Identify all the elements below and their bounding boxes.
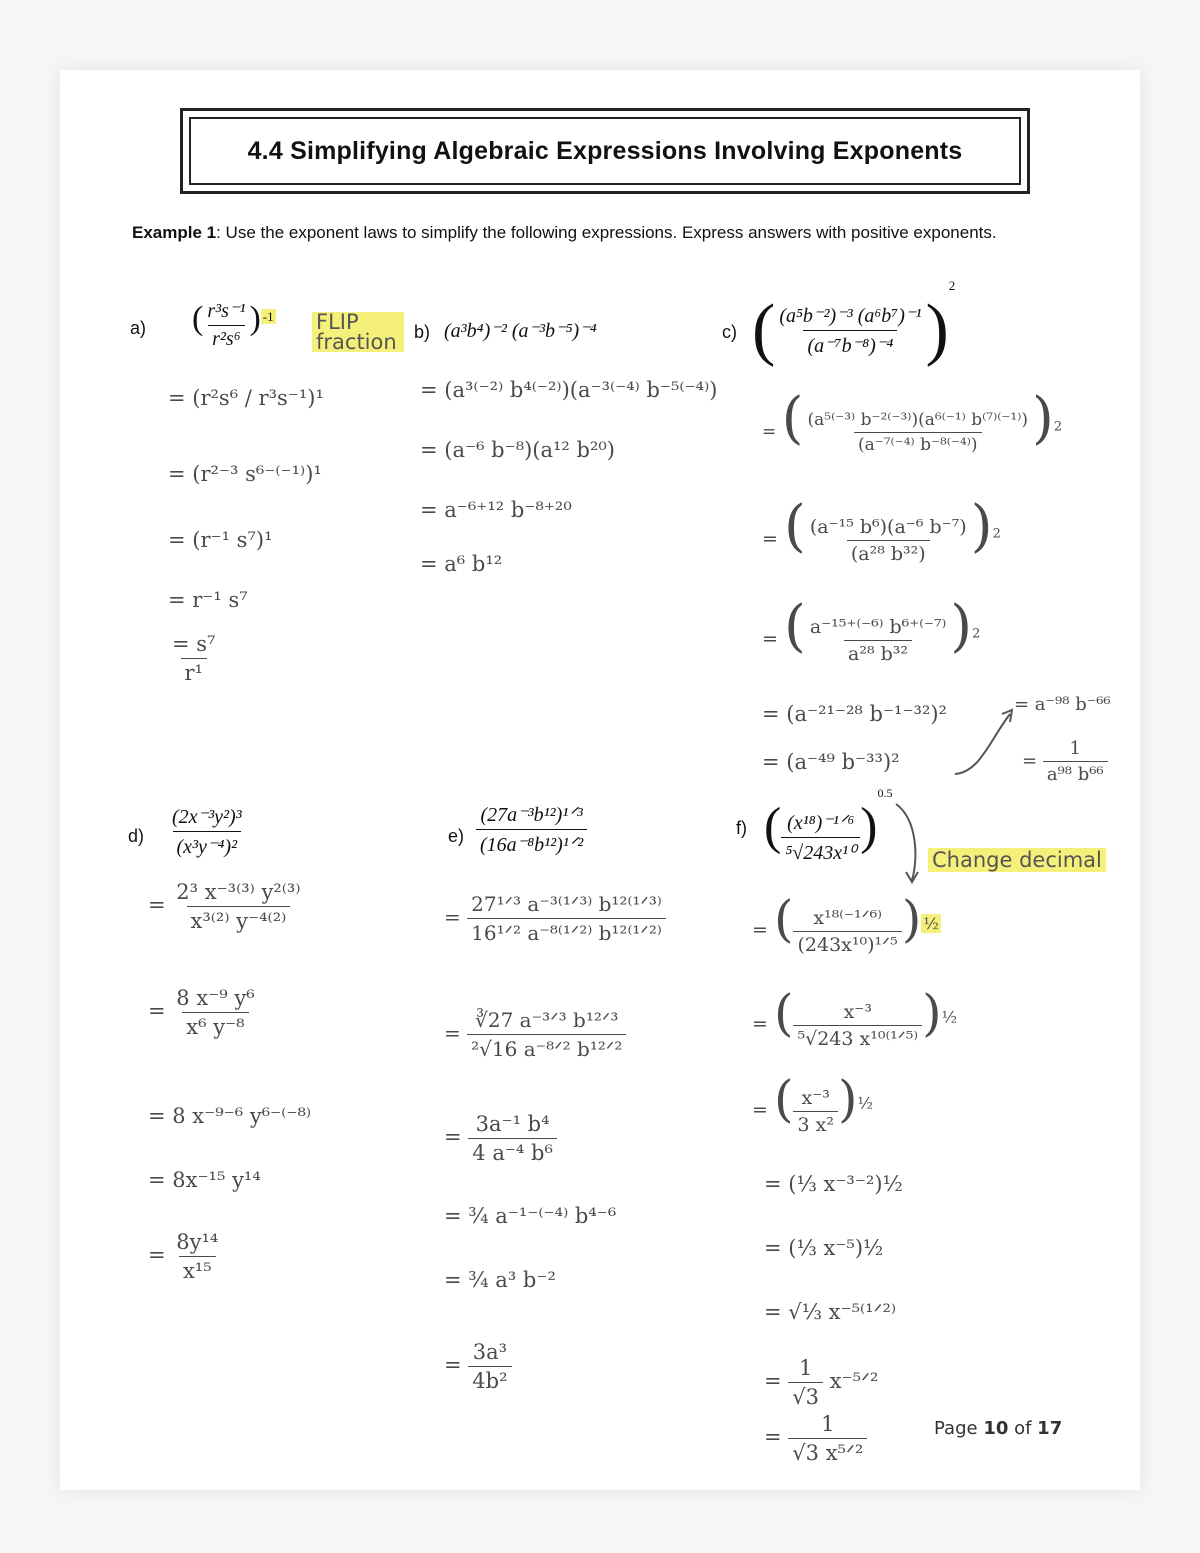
- f-step-3: = ( $\frac{\text{x⁻³}}{\text{3 x²}}$ )$^{\frac{1}{2}}$: [752, 1070, 873, 1136]
- e-final: = $\frac{\text{3a³}}{\text{4b²}}$: [444, 1340, 512, 1393]
- page-title: 4.4 Simplifying Algebraic Expressions Involving Exponents: [247, 136, 963, 165]
- c-side-step-1: = a⁻⁹⁸ b⁻⁶⁶: [1014, 694, 1111, 715]
- label-a: a): [130, 318, 147, 338]
- problem-d-expression: $\frac{\text{(2x⁻³y²)³}}{\text{(x³y⁻⁴)²}}$: [172, 806, 242, 858]
- b-step-3: = a⁻⁶⁺¹² b⁻⁸⁺²⁰: [420, 498, 572, 522]
- b-step-1: = (a³⁽⁻²⁾ b⁴⁽⁻²⁾)(a⁻³⁽⁻⁴⁾ b⁻⁵⁽⁻⁴⁾): [420, 378, 718, 402]
- a-final: $\frac{\text{= s⁷}}{\text{r¹}}$: [172, 632, 216, 685]
- label-e: e): [448, 826, 465, 846]
- c-step-1: = ( $\frac{\text{(a⁵⁽⁻³⁾ b⁻²⁽⁻³⁾)(a⁶⁽⁻¹⁾ b⁽⁷⁾⁽⁻¹⁾)}}{\text{(a⁻⁷⁽⁻⁴⁾ b⁻⁸⁽⁻⁴⁾)}}$ )$^2$: [762, 386, 1063, 455]
- f-step-5: = (⅓ x⁻⁵)½: [764, 1236, 884, 1260]
- label-b: b): [414, 322, 431, 342]
- f-arrow-icon: [892, 800, 928, 886]
- e-step-1: = $\frac{\text{27¹ᐟ³ a⁻³⁽¹ᐟ³⁾ b¹²⁽¹ᐟ³⁾}}{\text{16¹ᐟ² a⁻⁸⁽¹ᐟ²⁾ b¹²⁽¹ᐟ²⁾}}$: [444, 892, 666, 945]
- problem-b-expression: (a³b⁴)⁻² (a⁻³b⁻⁵)⁻⁴: [444, 320, 597, 342]
- a-step-2: = (r²⁻³ s⁶⁻⁽⁻¹⁾)¹: [168, 462, 322, 486]
- f-step-7: = $\frac{1}{√3}$ x⁻⁵ᐟ²: [764, 1356, 879, 1409]
- d-final: = $\frac{\text{8y¹⁴}}{\text{x¹⁵}}$: [148, 1230, 219, 1283]
- label-c: c): [722, 322, 737, 342]
- c-step-2: = ( $\frac{\text{(a⁻¹⁵ b⁶)(a⁻⁶ b⁻⁷)}}{\text{(a²⁸ b³²)}}$ )$^2$: [762, 494, 1001, 565]
- problem-f-expression: ( $\frac{\text{(x¹⁸)⁻¹ᐟ⁶}}{\text{⁵√243x¹⁰}}$ )$^{0.5}$: [764, 786, 893, 864]
- a-step-1: = (r²s⁶ / r³s⁻¹)¹: [168, 386, 324, 410]
- label-d: d): [128, 826, 145, 846]
- d-step-4: = 8x⁻¹⁵ y¹⁴: [148, 1168, 261, 1192]
- c-step-4: = (a⁻²¹⁻²⁸ b⁻¹⁻³²)²: [762, 702, 947, 726]
- e-step-2: = $\frac{\text{∛27 a⁻³ᐟ³ b¹²ᐟ³}}{\text{²√16 a⁻⁸ᐟ² b¹²ᐟ²}}$: [444, 1008, 626, 1061]
- f-step-4: = (⅓ x⁻³⁻²)½: [764, 1172, 903, 1196]
- c-step-3: = ( $\frac{\text{a⁻¹⁵⁺⁽⁻⁶⁾ b⁶⁺⁽⁻⁷⁾}}{\text{a²⁸ b³²}}$ )$^2$: [762, 594, 981, 665]
- example-label: Example 1: [132, 223, 217, 242]
- b-step-2: = (a⁻⁶ b⁻⁸)(a¹² b²⁰): [420, 438, 615, 462]
- d-step-3: = 8 x⁻⁹⁻⁶ y⁶⁻⁽⁻⁸⁾: [148, 1104, 312, 1128]
- e-step-3: = $\frac{\text{3a⁻¹ b⁴}}{\text{4 a⁻⁴ b⁶}}$: [444, 1112, 557, 1165]
- a-step-3: = (r⁻¹ s⁷)¹: [168, 528, 273, 552]
- c-side-final: = $\frac{1}{\text{a⁹⁸ b⁶⁶}}$: [1022, 738, 1108, 785]
- b-step-4: = a⁶ b¹²: [420, 552, 503, 576]
- f-final: = $\frac{1}{\text{√3 x⁵ᐟ²}}$: [764, 1412, 867, 1465]
- e-step-4: = ¾ a⁻¹⁻⁽⁻⁴⁾ b⁴⁻⁶: [444, 1204, 617, 1228]
- a-step-4: = r⁻¹ s⁷: [168, 588, 248, 612]
- problem-c-expression: ( $\frac{\text{(a⁵b⁻²)⁻³ (a⁶b⁷)⁻¹}}{\text{(a⁻⁷b⁻⁸)⁻⁴}}$ )$^2$: [752, 278, 956, 368]
- problem-e-expression: $\frac{\text{(27a⁻³b¹²)¹ᐟ³}}{\text{(16a⁻⁸b¹²)¹ᐟ²}}$: [476, 802, 587, 857]
- instructions: [132, 222, 1042, 244]
- change-decimal-note: Change decimal: [928, 848, 1106, 872]
- d-step-2: = $\frac{\text{8 x⁻⁹ y⁶}}{\text{x⁶ y⁻⁸}}$: [148, 986, 255, 1039]
- e-step-5: = ¾ a³ b⁻²: [444, 1268, 556, 1292]
- problem-a-expression: ( $\frac{\text{r³s⁻¹}}{\text{r²s⁶}}$ ) $^{-1}$: [192, 300, 274, 350]
- c-step-5: = (a⁻⁴⁹ b⁻³³)²: [762, 750, 900, 774]
- c-arrow-icon: [950, 700, 1020, 780]
- page-number: Page 10 of 17: [934, 1418, 1063, 1439]
- d-step-1: = $\frac{\text{2³ x⁻³⁽³⁾ y²⁽³⁾}}{\text{x³⁽²⁾ y⁻⁴⁽²⁾}}$: [148, 880, 301, 933]
- label-f: f): [736, 818, 747, 838]
- flip-fraction-note: FLIP fraction: [312, 312, 404, 352]
- f-step-2: = ( $\frac{\text{x⁻³}}{\text{⁵√243 x¹⁰⁽¹ᐟ⁵⁾}}$ )$^{\frac{1}{2}}$: [752, 984, 958, 1050]
- f-step-1: = ( $\frac{\text{x¹⁸⁽⁻¹ᐟ⁶⁾}}{\text{(243x¹⁰)¹ᐟ⁵}}$ ) $^{\frac{1}{2}}$: [752, 890, 939, 956]
- instructions-text: : Use the exponent laws to simplify the following expressions. Express answers with positive exponents.: [216, 223, 997, 242]
- f-step-6: = √⅓ x⁻⁵⁽¹ᐟ²⁾: [764, 1300, 897, 1324]
- title-box: [180, 108, 1030, 194]
